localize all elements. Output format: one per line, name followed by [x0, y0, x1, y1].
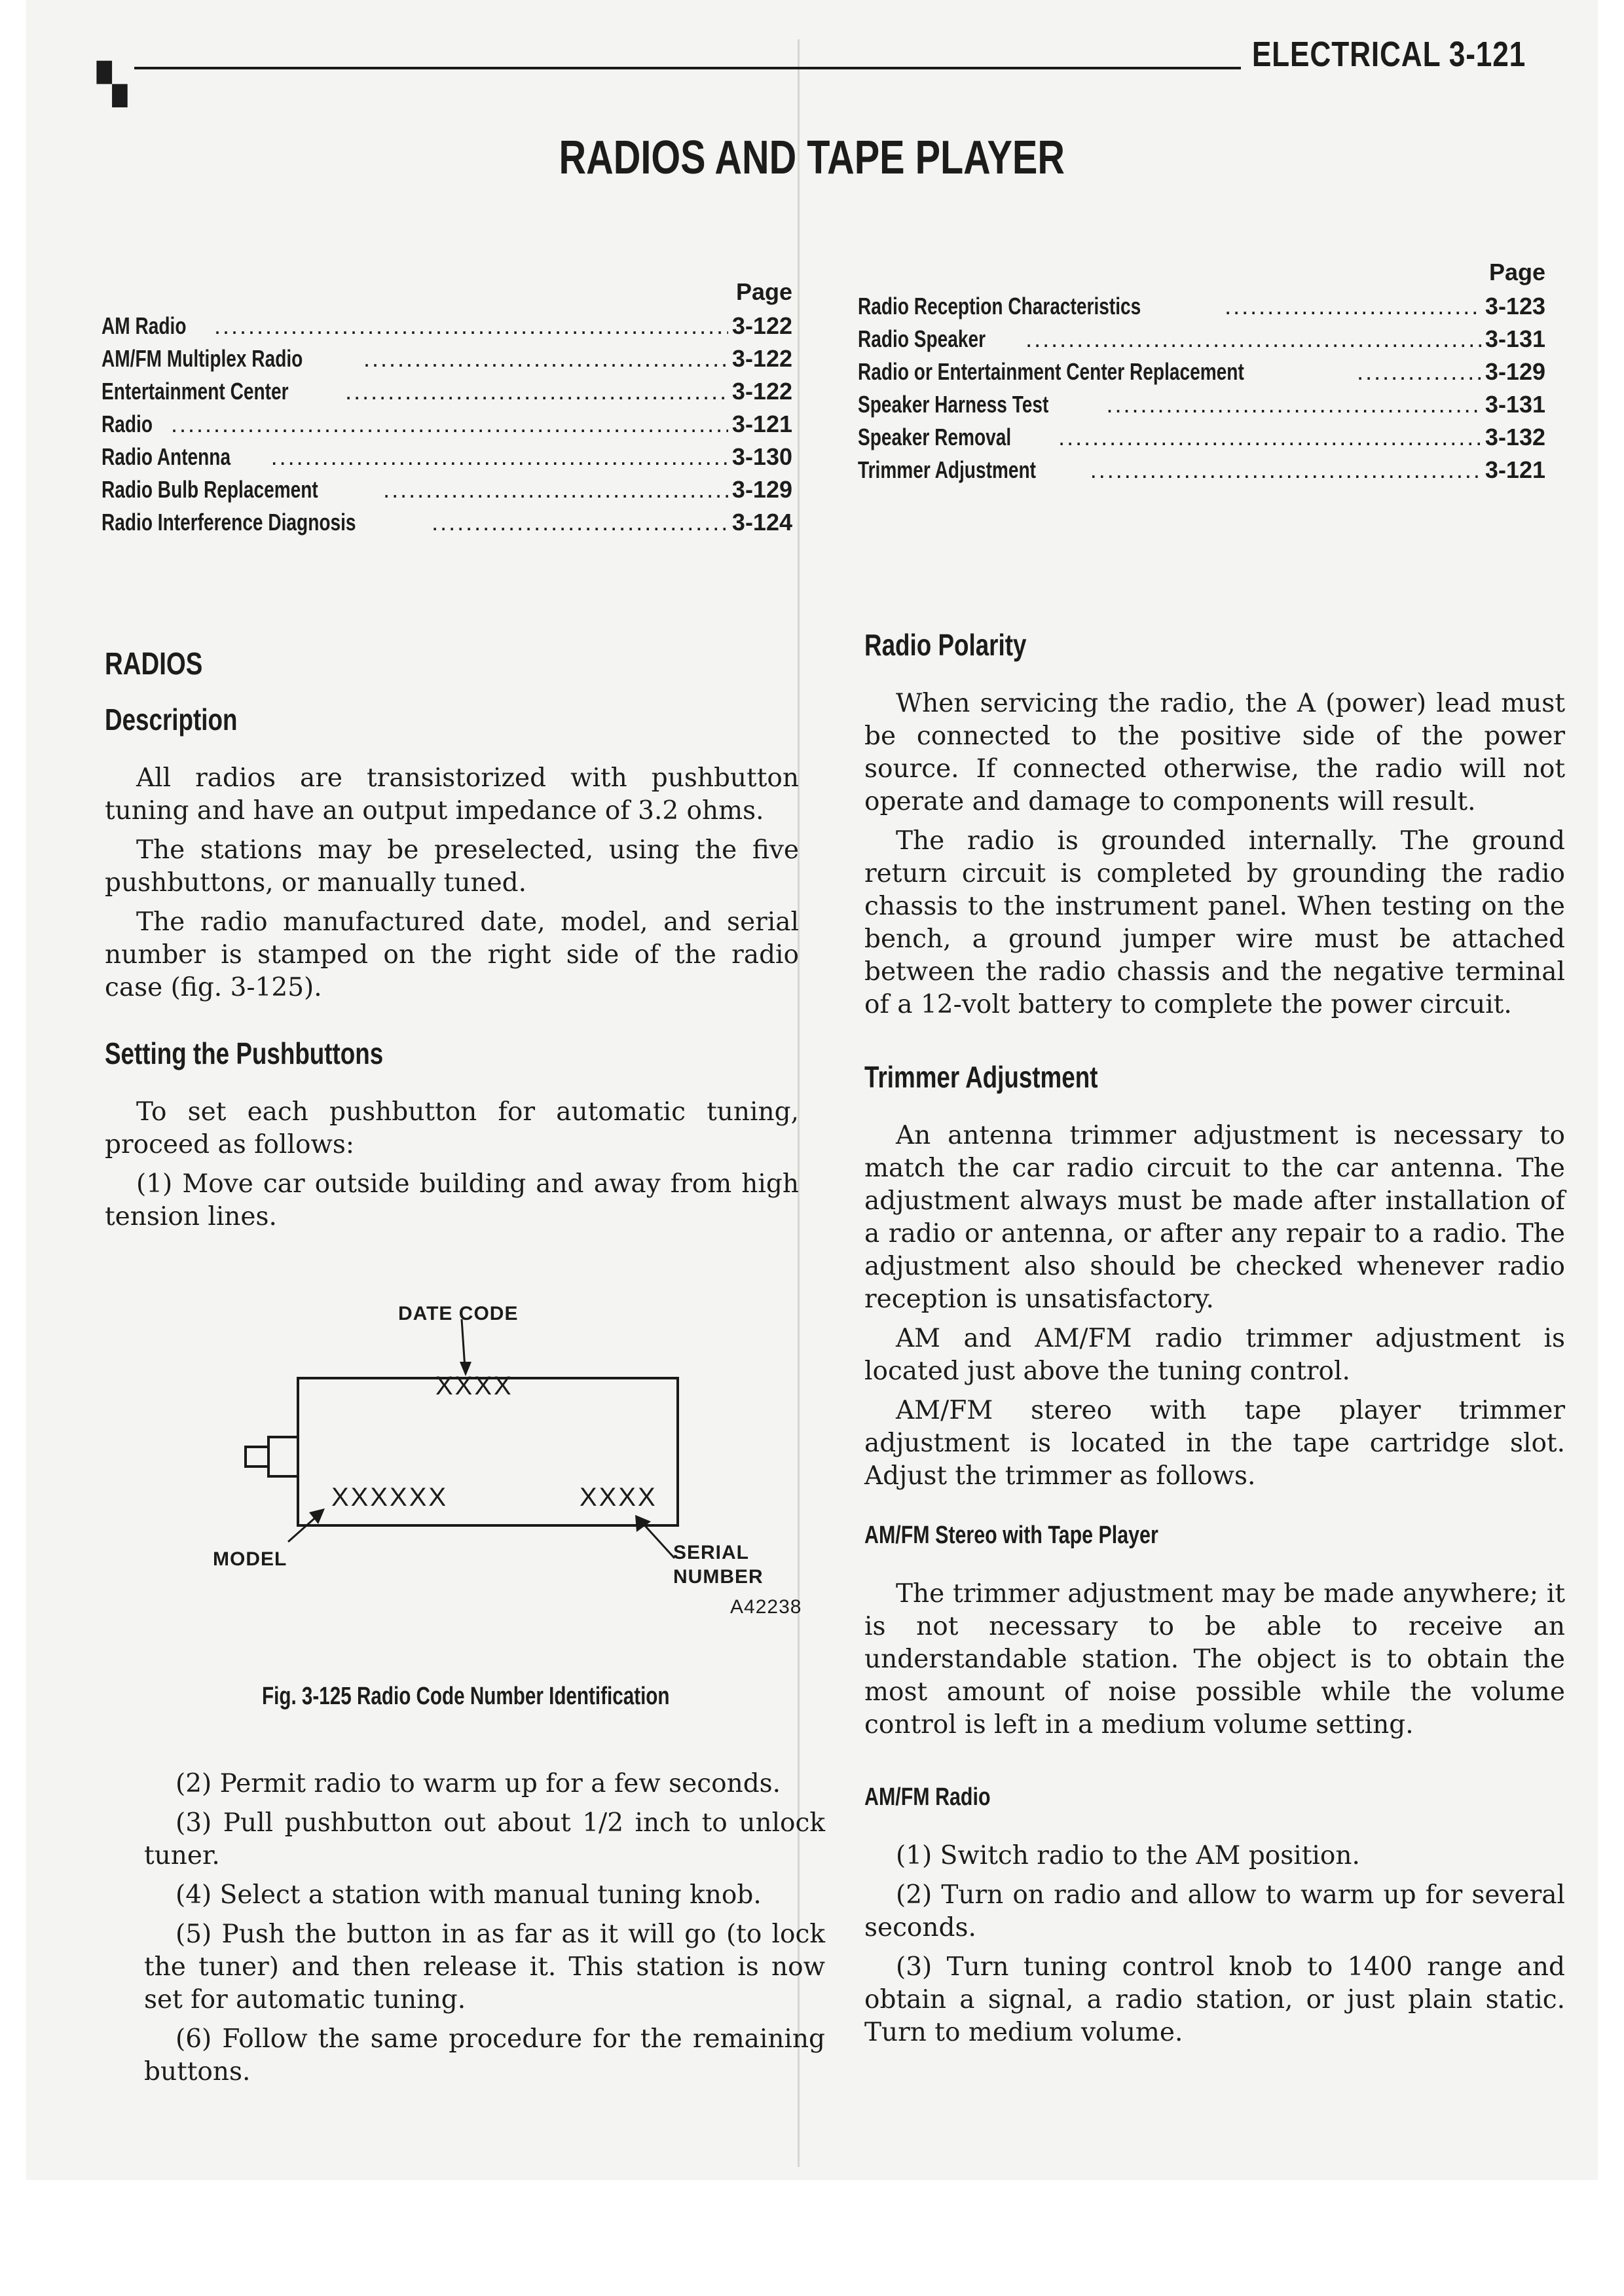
toc-label: Radio or Entertainment Center Replacement [858, 358, 1244, 385]
step-item: (3) Pull pushbutton out about 1/2 inch to unlock tuner. [144, 1808, 825, 1870]
serial-code-value: XXXX [580, 1483, 657, 1512]
toc-leader [271, 443, 728, 471]
toc-entry[interactable] [101, 378, 792, 410]
body-paragraph: The radio manufactured date, model, and serial number is stamped on the right side of the radio case (fig. 3-125). [105, 907, 799, 1002]
toc-page: 3-122 [731, 345, 792, 372]
toc-leader [432, 509, 728, 536]
step-item: (4) Select a station with manual tuning knob. [175, 1880, 762, 1910]
body-paragraph: The trimmer adjustment may be made anywhere; it is not necessary to be able to receive an understandable station. The object is to obtain the most amount of noise possible while the volume control is left in a medium volume setting. [864, 1579, 1565, 1740]
body-paragraph: When servicing the radio, the A (power) lead must be connected to the positive side of the power source. If connected otherwise, the radio will not operate and damage to components will result. [864, 689, 1565, 816]
toc-entry[interactable] [101, 345, 792, 378]
subheading-description: Description [105, 702, 238, 737]
number-label: NUMBER [673, 1566, 764, 1588]
date-code-label: DATE CODE [398, 1303, 519, 1324]
serial-label: SERIAL [673, 1542, 750, 1563]
body-paragraph: To set each pushbutton for automatic tuning, proceed as follows: [105, 1097, 799, 1159]
toc-entry[interactable] [101, 410, 792, 443]
body-paragraph: An antenna trimmer adjustment is necessary to match the car radio circuit to the car antenna. The adjustment always must be made after installation of a radio or antenna, or after any repair to a radio. The adjustment also should be checked whenever radio reception is unsatisfactory. [864, 1121, 1565, 1314]
toc-leader [383, 476, 728, 503]
toc-entry[interactable] [858, 391, 1545, 424]
toc-label: Speaker Harness Test [858, 391, 1049, 418]
body-paragraph: The radio is grounded internally. The ground return circuit is completed by grounding the radio chassis to the instrument panel. When testing on the bench, a ground jumper wire must be attached between the radio chassis and the negative terminal of a 12-volt battery to complete the power circuit. [864, 826, 1565, 1019]
body-paragraph: The stations may be preselected, using the five pushbuttons, or manually tuned. [105, 835, 799, 898]
toc-entry[interactable] [101, 312, 792, 345]
toc-entry[interactable] [101, 509, 792, 541]
toc-label: AM/FM Multiplex Radio [101, 345, 303, 372]
toc-page: 3-122 [731, 378, 792, 405]
page-title-text: RADIOS AND TAPE PLAYER [559, 132, 1065, 184]
toc-page: 3-124 [731, 509, 792, 536]
toc-label: Radio Antenna [101, 443, 231, 470]
subheading-trimmer-adjustment: Trimmer Adjustment [864, 1060, 1098, 1094]
toc-label: Radio Interference Diagnosis [101, 509, 356, 536]
toc-page: 3-121 [1485, 456, 1545, 483]
section-heading-radios: RADIOS [105, 647, 203, 682]
left-column-upper [105, 648, 799, 1240]
model-label: MODEL [213, 1548, 287, 1570]
toc-entry[interactable] [101, 443, 792, 476]
step-item: (3) Turn tuning control knob to 1400 range and obtain a signal, a radio station, or just plain static. Turn to medium volume. [864, 1952, 1565, 2047]
toc-entry[interactable] [858, 325, 1545, 358]
step-item: (1) Switch radio to the AM position. [896, 1841, 1360, 1870]
toc-leader [1025, 325, 1481, 353]
toc-leader [1090, 456, 1481, 484]
toc-label: Radio [101, 410, 153, 437]
body-paragraph: AM and AM/FM radio trimmer adjustment is located just above the tuning control. [864, 1324, 1565, 1386]
toc-page: 3-123 [1485, 293, 1545, 319]
toc-label: Radio Reception Characteristics [858, 293, 1141, 319]
model-code-value: XXXXXX [331, 1483, 449, 1512]
toc-label: AM Radio [101, 312, 187, 339]
toc-leader [171, 410, 728, 438]
step-item: (6) Follow the same procedure for the remaining buttons. [144, 2024, 825, 2086]
figure-caption: Fig. 3-125 Radio Code Number Identification [262, 1683, 670, 1710]
toc-left [101, 278, 792, 541]
figure-id: A42238 [730, 1596, 802, 1618]
toc-page: 3-121 [731, 410, 792, 437]
left-column-lower [144, 1768, 825, 2095]
toc-entry[interactable] [101, 476, 792, 509]
step-item: (2) Permit radio to warm up for a few seconds. [175, 1769, 781, 1798]
toc-page: 3-129 [1485, 358, 1545, 385]
toc-leader [1107, 391, 1481, 418]
right-column [864, 629, 1565, 2056]
toc-page: 3-131 [1485, 391, 1545, 418]
toc-page: 3-131 [1485, 325, 1545, 352]
toc-label: Radio Bulb Replacement [101, 476, 318, 503]
body-paragraph: (1) Move car outside building and away from high tension lines. [105, 1169, 799, 1231]
page-title [0, 131, 1624, 185]
toc-leader [345, 378, 728, 405]
toc-entry[interactable] [858, 358, 1545, 391]
step-item: (2) Turn on radio and allow to warm up for several seconds. [864, 1880, 1565, 1942]
subheading-radio-polarity: Radio Polarity [864, 628, 1027, 662]
subheading-amfm-radio: AM/FM Radio [864, 1783, 991, 1811]
subheading-amfm-stereo-tape: AM/FM Stereo with Tape Player [864, 1522, 1158, 1549]
figure-radio-code [203, 1283, 805, 1624]
toc-right [858, 259, 1545, 489]
toc-page: 3-130 [731, 443, 792, 470]
toc-label: Entertainment Center [101, 378, 289, 405]
toc-entry[interactable] [858, 456, 1545, 489]
toc-entry[interactable] [858, 293, 1545, 325]
toc-page: 3-122 [731, 312, 792, 339]
body-paragraph: AM/FM stereo with tape player trimmer adjustment is located in the tape cartridge slot. Adjust the trimmer as follows. [864, 1396, 1565, 1491]
toc-leader [363, 345, 728, 373]
corner-logo-mark: ▚ [97, 62, 128, 107]
subheading-setting-pushbuttons: Setting the Pushbuttons [105, 1036, 384, 1070]
toc-leader [214, 312, 728, 340]
toc-page-header: Page [735, 278, 792, 305]
header-rule [134, 67, 1241, 69]
toc-leader [1225, 293, 1481, 320]
body-paragraph: All radios are transistorized with pushbutton tuning and have an output impedance of 3.2 ohms. [105, 763, 799, 826]
toc-leader [1357, 358, 1481, 386]
toc-page: 3-129 [731, 476, 792, 503]
toc-page-header: Page [1488, 259, 1545, 285]
toc-entry[interactable] [858, 424, 1545, 456]
step-item: (5) Push the button in as far as it will go (to lock the tuner) and then release it. This station is now set for automatic tuning. [144, 1920, 825, 2014]
toc-page: 3-132 [1485, 424, 1545, 450]
toc-label: Speaker Removal [858, 424, 1012, 450]
toc-leader [1058, 424, 1481, 451]
toc-label: Radio Speaker [858, 325, 986, 352]
running-head: ELECTRICAL 3-121 [1251, 35, 1526, 74]
toc-label: Trimmer Adjustment [858, 456, 1037, 483]
date-code-value: XXXX [435, 1372, 513, 1400]
